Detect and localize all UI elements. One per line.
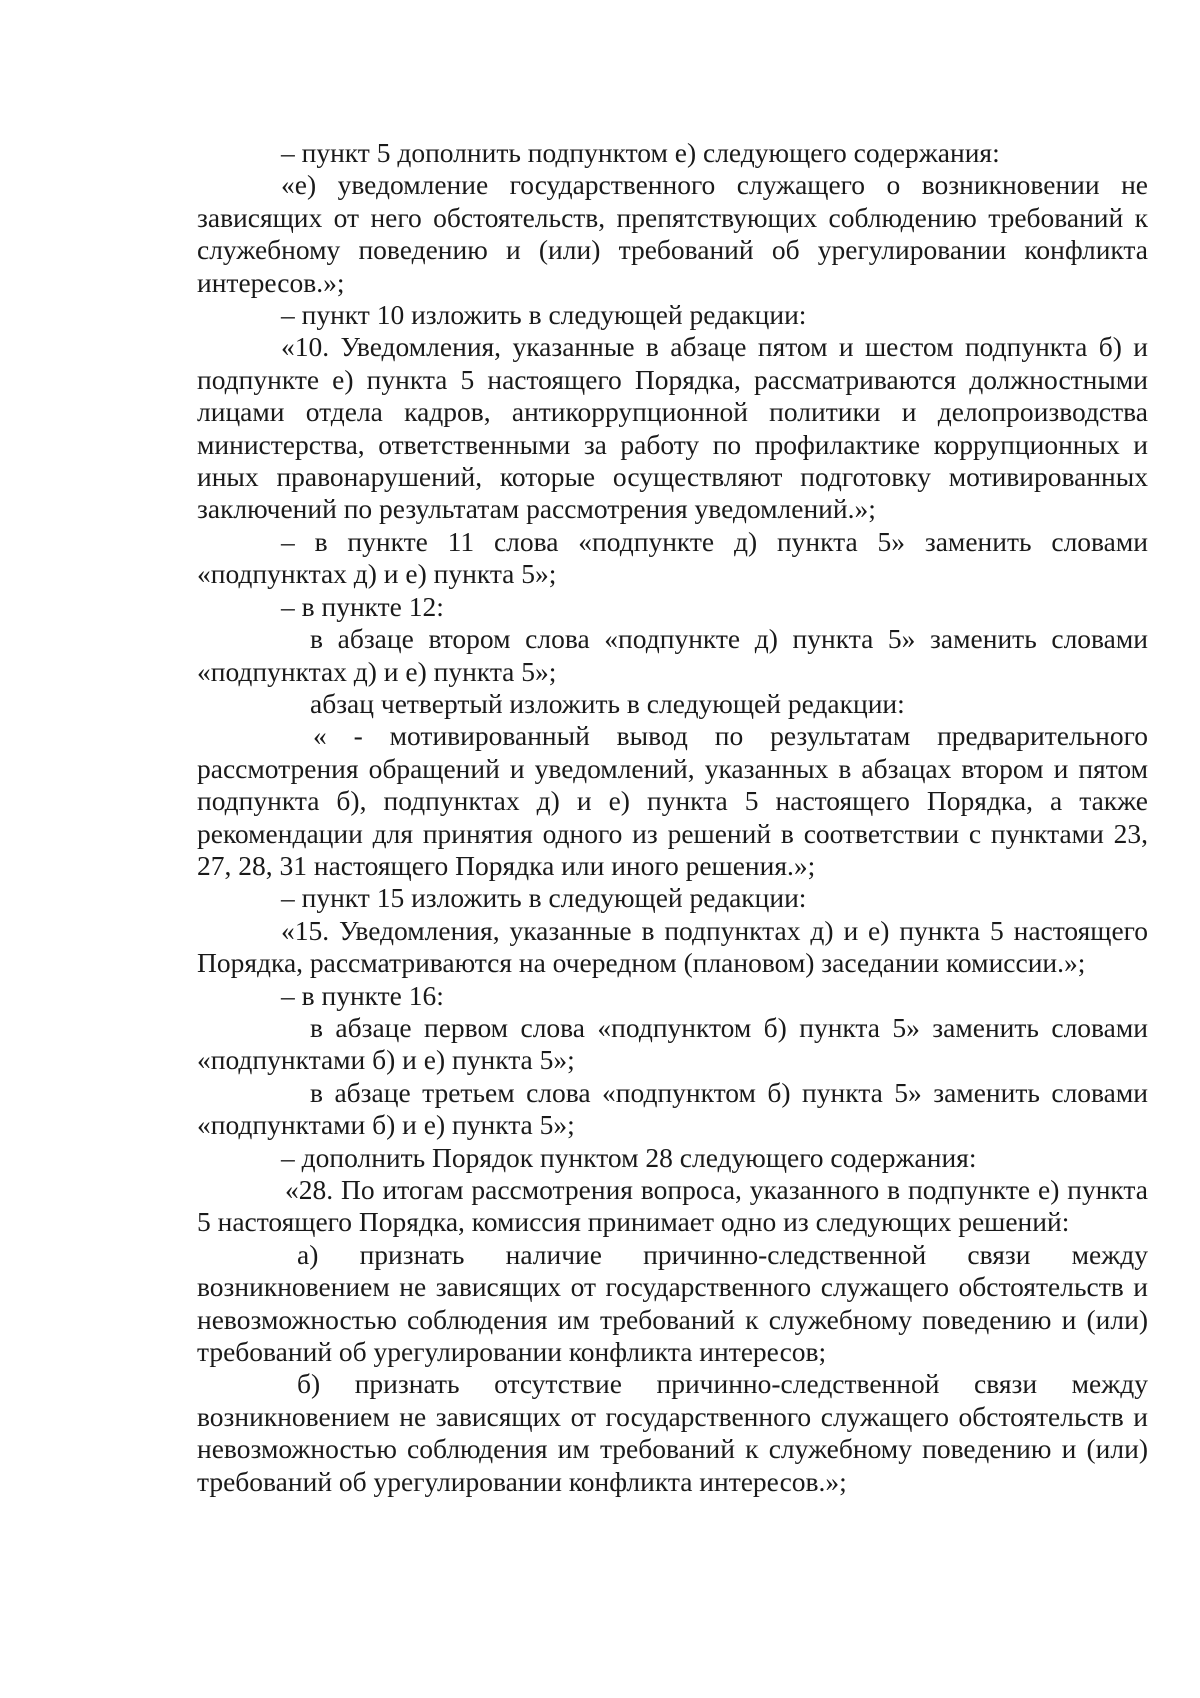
paragraph-8: абзац четвертый изложить в следующей редакции: bbox=[310, 687, 905, 719]
paragraph-13: в абзаце первом слова «подпунктом б) пункта 5» заменить словами «подпунктами б) и е) пункта 5»; bbox=[197, 1011, 1148, 1076]
paragraph-11: «15. Уведомления, указанные в подпунктах д) и е) пункта 5 настоящего Порядка, рассматриваются на очередном (плановом) заседании комиссии.»; bbox=[197, 914, 1148, 979]
paragraph-3: – пункт 10 изложить в следующей редакции: bbox=[281, 299, 807, 331]
document-page bbox=[197, 137, 1148, 1498]
paragraph-15: – дополнить Порядок пунктом 28 следующего содержания: bbox=[281, 1141, 977, 1173]
paragraph-10: – пункт 15 изложить в следующей редакции: bbox=[281, 882, 807, 914]
paragraph-5: – в пункте 11 слова «подпункте д) пункта 5» заменить словами «подпунктах д) и е) пункта 5»; bbox=[197, 525, 1148, 590]
paragraph-16: «28. По итогам рассмотрения вопроса, указанного в подпункте е) пункта 5 настоящего Порядка, комиссия принимает одно из следующих решений: bbox=[197, 1174, 1148, 1238]
paragraph-6: – в пункте 12: bbox=[281, 590, 444, 622]
paragraph-7: в абзаце втором слова «подпункте д) пункта 5» заменить словами «подпунктах д) и е) пункта 5»; bbox=[197, 623, 1148, 687]
paragraph-2: «е) уведомление государственного служащего о возникновении не зависящих от него обстоятельств, препятствующих соблюдению требований к служебному поведению и (или) требований об урегулировании конфликта интересов.»; bbox=[197, 169, 1148, 298]
paragraph-17: а) признать наличие причинно-следственной связи между возникновением не зависящих от государственного служащего обстоятельств и невозможностью соблюдения им требований к служебному поведению и (или) требований об урегулировании конфликта интересов; bbox=[197, 1238, 1148, 1368]
paragraph-14: в абзаце третьем слова «подпунктом б) пункта 5» заменить словами «подпунктами б) и е) пункта 5»; bbox=[197, 1076, 1148, 1141]
paragraph-9: « - мотивированный вывод по результатам предварительного рассмотрения обращений и уведомлений, указанных в абзацах втором и пятом подпункта б), подпунктах д) и е) пункта 5 настоящего Порядка, а также рекомендации для принятия одного из решений в соответствии с пунктами 23, 27, 28, 31 настоящего Порядка или иного решения.»; bbox=[197, 720, 1148, 881]
paragraph-12: – в пункте 16: bbox=[281, 979, 444, 1011]
paragraph-18: б) признать отсутствие причинно-следственной связи между возникновением не зависящих от государственного служащего обстоятельств и невозможностью соблюдения им требований к служебному поведению и (или) требований об урегулировании конфликта интересов.»; bbox=[197, 1368, 1148, 1497]
paragraph-1: – пункт 5 дополнить подпунктом е) следующего содержания: bbox=[281, 137, 1000, 168]
paragraph-4: «10. Уведомления, указанные в абзаце пятом и шестом подпункта б) и подпункте е) пункта 5 настоящего Порядка, рассматриваются должностными лицами отдела кадров, антикоррупционной политики и делопроизводства министерства, ответственными за работу по профилактике коррупционных и иных правонарушений, которые осуществляют подготовку мотивированных заключений по результатам рассмотрения уведомлений.»; bbox=[197, 331, 1148, 525]
